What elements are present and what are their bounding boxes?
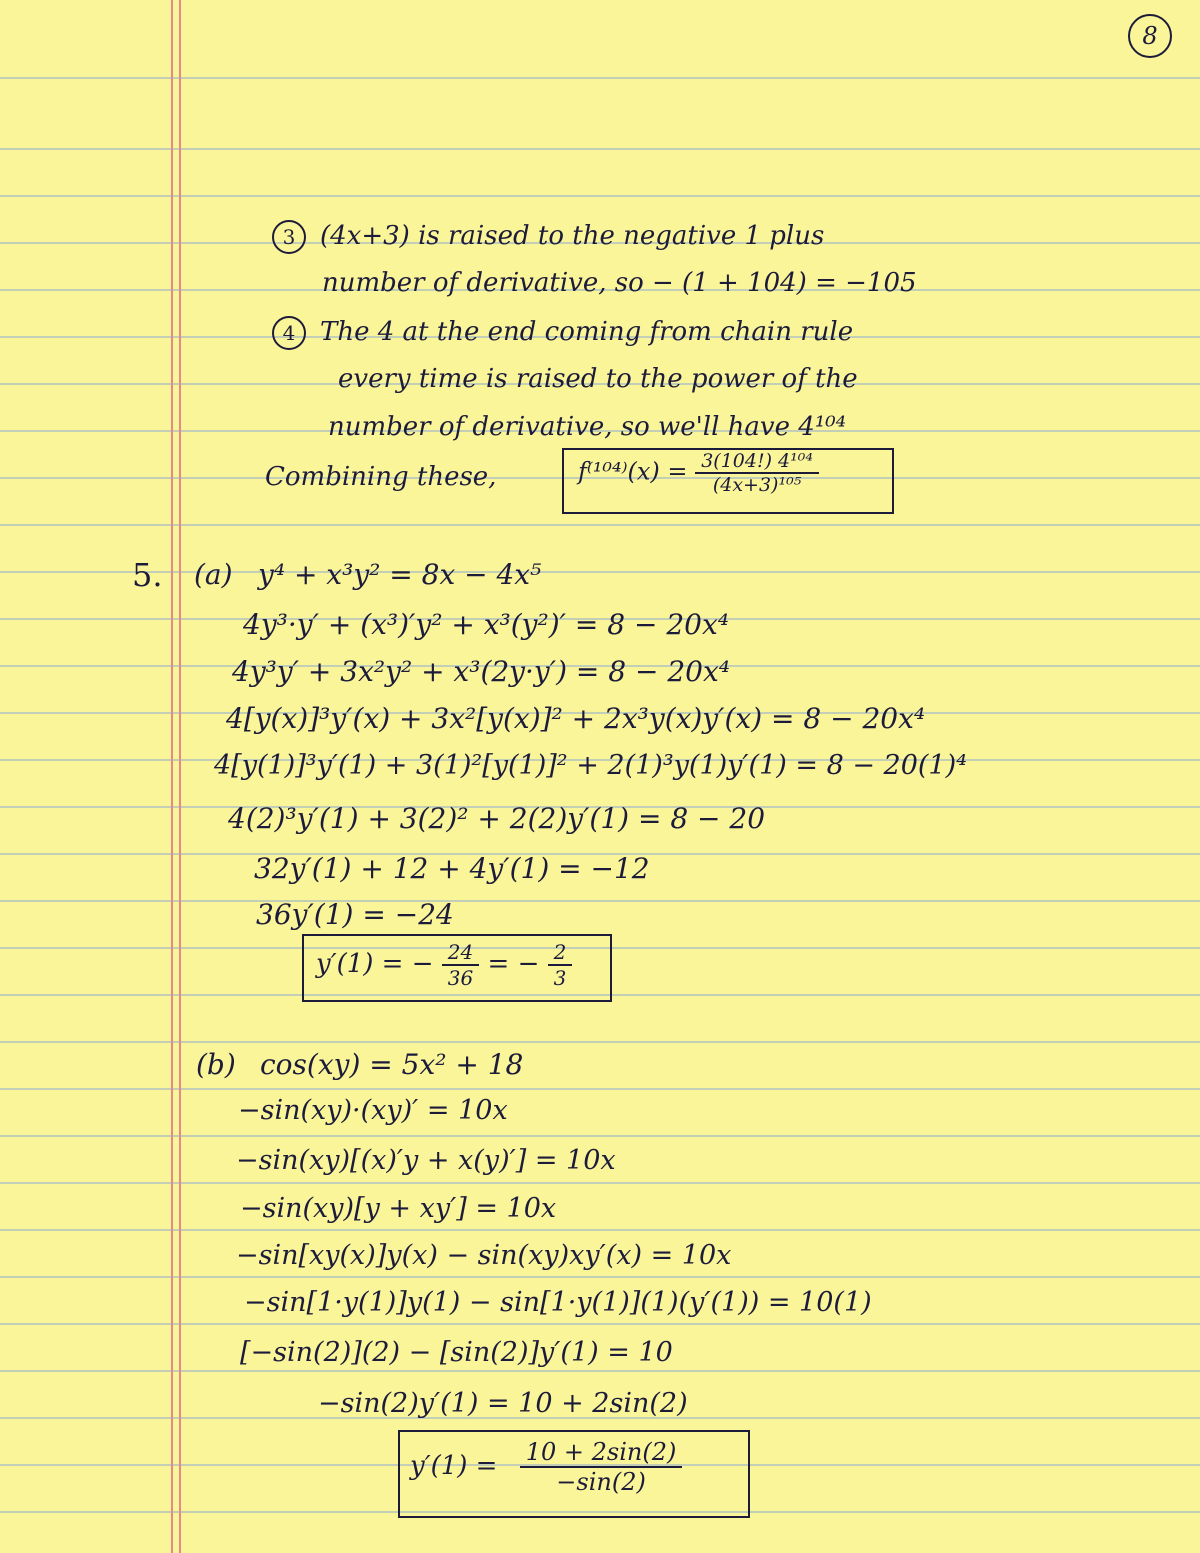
part-a-answer-mid: = − xyxy=(487,949,540,979)
part-a-answer-fraction-1 xyxy=(442,940,479,990)
part-a-answer-lhs: y′(1) = − xyxy=(316,949,434,979)
part-b-answer-numerator: 10 + 2sin(2) xyxy=(520,1438,683,1468)
part-a-line-7: 32y′(1) + 12 + 4y′(1) = −12 xyxy=(254,852,650,885)
part-b-answer-denominator: −sin(2) xyxy=(556,1468,646,1496)
note-item-4-line-3: number of derivative, so we'll have 4¹⁰⁴ xyxy=(328,412,847,442)
part-a-answer-num-1: 24 xyxy=(442,940,479,966)
part-a-line-8: 36y′(1) = −24 xyxy=(256,898,454,931)
page-number: 8 xyxy=(1128,14,1172,58)
result-lhs: f⁽¹⁰⁴⁾(x) = xyxy=(578,457,688,486)
part-b-line-8: −sin(2)y′(1) = 10 + 2sin(2) xyxy=(318,1388,688,1419)
item-4-marker: 4 xyxy=(272,316,306,350)
part-a-line-4: 4[y(x)]³y′(x) + 3x²[y(x)]² + 2x³y(x)y′(x) = 8 − 20x⁴ xyxy=(226,702,926,735)
result-fraction xyxy=(695,450,819,496)
part-a-line-1: y⁴ + x³y² = 8x − 4x⁵ xyxy=(258,558,542,591)
note-item-3-line-1 xyxy=(272,220,824,254)
note-item-3-line-2: number of derivative, so − (1 + 104) = −105 xyxy=(322,268,917,298)
part-b-line-7: [−sin(2)](2) − [sin(2)]y′(1) = 10 xyxy=(240,1337,673,1368)
part-b-label: (b) xyxy=(196,1048,236,1081)
part-b-line-2: −sin(xy)·(xy)′ = 10x xyxy=(238,1095,508,1126)
part-a-answer xyxy=(316,940,572,990)
item-4-text-1: The 4 at the end coming from chain rule xyxy=(320,317,854,347)
result-denominator: (4x+3)¹⁰⁵ xyxy=(712,474,802,496)
note-item-4-line-1 xyxy=(272,316,853,350)
part-a-line-6: 4(2)³y′(1) + 3(2)² + 2(2)y′(1) = 8 − 20 xyxy=(228,802,766,835)
combining-label: Combining these, xyxy=(265,462,497,492)
part-b-answer-fraction xyxy=(520,1438,683,1496)
part-b-line-1: cos(xy) = 5x² + 18 xyxy=(260,1048,524,1081)
part-a-answer-den-1: 36 xyxy=(447,966,474,990)
part-a-line-2: 4y³·y′ + (x³)′y² + x³(y²)′ = 8 − 20x⁴ xyxy=(243,608,729,641)
part-b-line-6: −sin[1·y(1)]y(1) − sin[1·y(1)](1)(y′(1)) = 10(1) xyxy=(244,1287,872,1318)
part-a-label: (a) xyxy=(194,558,233,591)
item-3-marker: 3 xyxy=(272,220,306,254)
problem-number: 5. xyxy=(132,556,163,594)
part-b-line-5: −sin[xy(x)]y(x) − sin(xy)xy′(x) = 10x xyxy=(236,1240,732,1271)
result-numerator: 3(104!) 4¹⁰⁴ xyxy=(695,450,819,474)
result-formula xyxy=(578,450,819,496)
part-a-line-3: 4y³y′ + 3x²y² + x³(2y·y′) = 8 − 20x⁴ xyxy=(232,655,730,688)
part-b-line-3: −sin(xy)[(x)′y + x(y)′] = 10x xyxy=(236,1145,616,1176)
part-a-answer-den-2: 3 xyxy=(553,966,567,990)
part-a-answer-num-2: 2 xyxy=(548,940,573,966)
part-b-answer xyxy=(410,1438,682,1496)
item-3-text-1: (4x+3) is raised to the negative 1 plus xyxy=(320,221,825,251)
part-a-answer-fraction-2 xyxy=(548,940,573,990)
part-b-line-4: −sin(xy)[y + xy′] = 10x xyxy=(240,1193,557,1224)
note-item-4-line-2: every time is raised to the power of the xyxy=(338,364,858,394)
part-b-answer-lhs: y′(1) = xyxy=(410,1451,498,1481)
part-a-line-5: 4[y(1)]³y′(1) + 3(1)²[y(1)]² + 2(1)³y(1)y′(1) = 8 − 20(1)⁴ xyxy=(214,750,967,781)
